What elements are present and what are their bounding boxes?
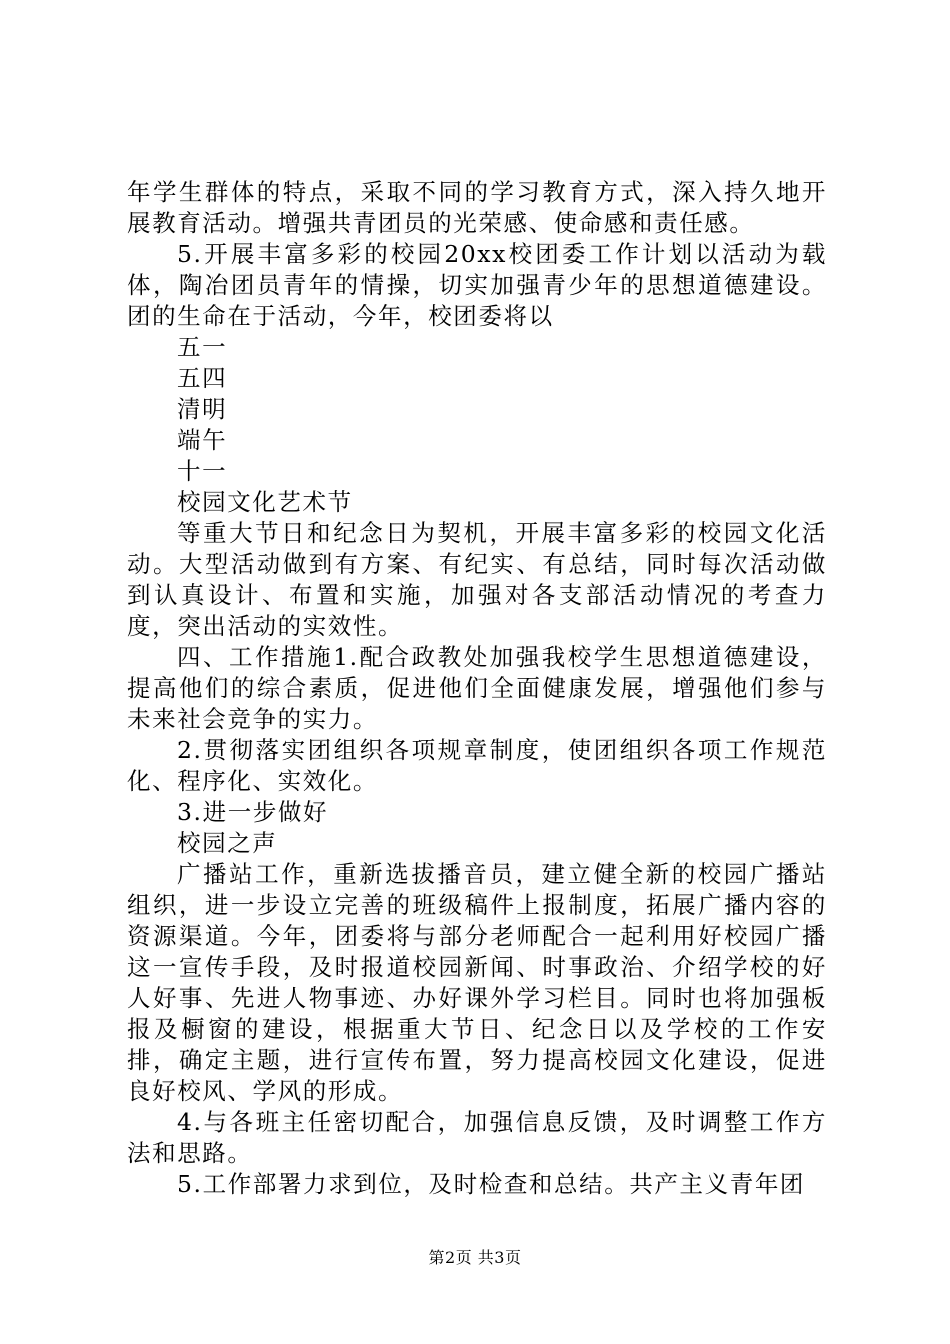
paragraph: 五四	[177, 364, 228, 392]
paragraph: 广播站工作，重新选拔播音员，建立健全新的校园广播站组织，进一步设立完善的班级稿件上报制度，拓展广播内容的资源渠道。今年，团委将与部分老师配合一起利用好校园广播这一宣传手段，及时报道校园新闻、时事政治、介绍学校的好人好事、先进人物事迹、办好课外学习栏目。同时也将加强板报及橱窗的建设，根据重大节日、纪念日以及学校的工作安排，确定主题，进行宣传布置，努力提高校园文化建设，促进良好校风、学风的形成。	[127, 860, 827, 1105]
paragraph: 5.工作部署力求到位，及时检查和总结。共产主义青年团	[177, 1170, 806, 1198]
paragraph: 5.开展丰富多彩的校园20xx校团委工作计划以活动为载体，陶冶团员青年的情操，切实加强青少年的思想道德建设。团的生命在于活动，今年，校团委将以	[127, 240, 827, 330]
paragraph: 端午	[177, 426, 228, 454]
paragraph: 等重大节日和纪念日为契机，开展丰富多彩的校园文化活动。大型活动做到有方案、有纪实、有总结，同时每次活动做到认真设计、布置和实施，加强对各支部活动情况的考查力度，突出活动的实效性。	[127, 519, 827, 640]
paragraph: 4.与各班主任密切配合，加强信息反馈，及时调整工作方法和思路。	[127, 1108, 827, 1167]
paragraph: 五一	[177, 333, 228, 361]
paragraph: 四、工作措施1.配合政教处加强我校学生思想道德建设，提高他们的综合素质，促进他们全面健康发展，增强他们参与未来社会竞争的实力。	[127, 643, 827, 733]
page-number-footer: 第2页 共3页	[428, 1248, 522, 1267]
paragraph: 年学生群体的特点，采取不同的学习教育方式，深入持久地开展教育活动。增强共青团员的光荣感、使命感和责任感。	[127, 178, 827, 237]
paragraph: 2.贯彻落实团组织各项规章制度，使团组织各项工作规范化、程序化、实效化。	[127, 736, 827, 795]
paragraph: 清明	[177, 395, 228, 423]
paragraph: 十一	[177, 457, 228, 485]
paragraph: 校园之声	[177, 829, 278, 857]
paragraph: 3.进一步做好	[177, 798, 329, 826]
paragraph: 校园文化艺术节	[177, 488, 353, 516]
document-body	[127, 177, 827, 1200]
